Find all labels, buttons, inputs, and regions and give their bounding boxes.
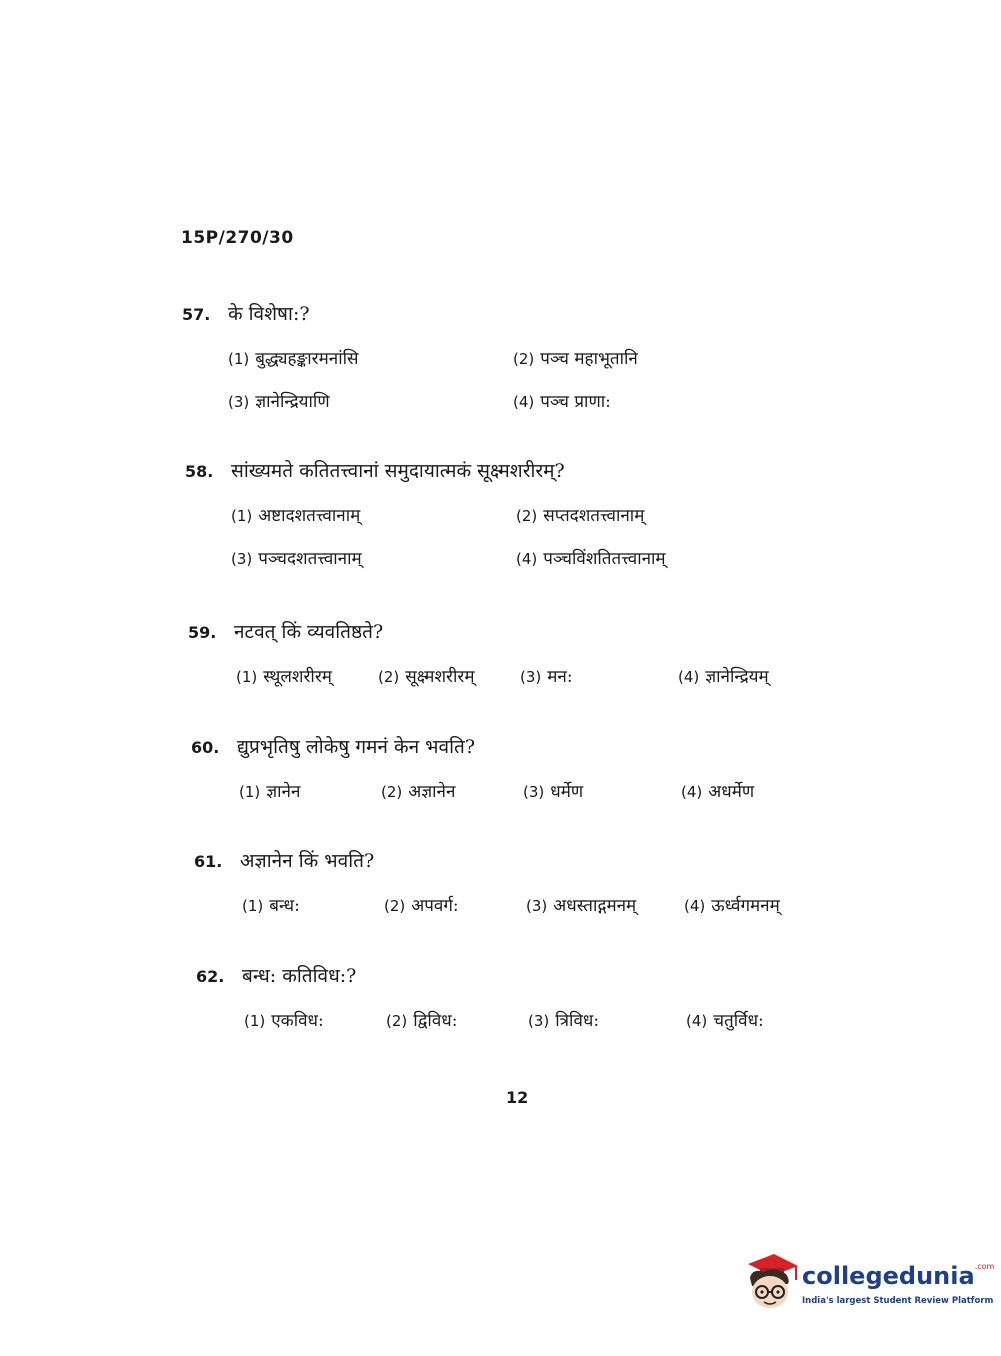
option-2: (2) सूक्ष्मशरीरम्	[378, 667, 475, 687]
question-number: 60.	[191, 738, 220, 757]
options	[236, 664, 828, 687]
collegedunia-watermark	[740, 1250, 995, 1320]
brand-domain-suffix: .com	[974, 1262, 995, 1271]
brand-tagline: India's largest Student Review Platform	[802, 1296, 994, 1306]
page-number: 12	[506, 1088, 529, 1107]
option-1: (1) एकविध:	[244, 1011, 324, 1031]
option-1: (1) बन्ध:	[242, 896, 300, 916]
question-text: नटवत् किं व्यवतिष्ठते?	[234, 621, 384, 643]
question-number: 58.	[185, 462, 214, 481]
option-1: (1) ज्ञानेन	[239, 782, 301, 802]
options	[228, 346, 822, 412]
option-4: (4) पञ्चविंशतितत्त्वानाम्	[516, 549, 666, 569]
option-3: (3) ज्ञानेन्द्रियाणि	[228, 392, 330, 412]
option-3: (3) त्रिविध:	[528, 1011, 600, 1031]
options	[239, 779, 831, 802]
brand-name: collegedunia$^{.com}$	[802, 1262, 995, 1290]
options	[244, 1008, 836, 1031]
option-3: (3) पञ्चदशतत्त्वानाम्	[231, 549, 362, 569]
option-1: (1) बुद्ध्यहङ्कारमनांसि	[228, 349, 359, 369]
option-3: (3) मन:	[520, 667, 573, 687]
paper-code: 15P/270/30	[181, 228, 294, 248]
question-text: बन्ध: कतिविध:?	[242, 965, 357, 987]
option-2: (2) अपवर्ग:	[384, 896, 459, 916]
option-4: (4) ऊर्ध्वगमनम्	[684, 896, 780, 916]
option-4: (4) ज्ञानेन्द्रियम्	[678, 667, 769, 687]
question-number: 57.	[182, 305, 211, 324]
question-number: 59.	[188, 623, 217, 642]
option-2: (2) अज्ञानेन	[381, 782, 456, 802]
question-text: अज्ञानेन किं भवति?	[240, 850, 375, 872]
option-1: (1) अष्टादशतत्त्वानाम्	[231, 506, 361, 526]
option-4: (4) अधर्मेण	[681, 782, 755, 802]
question-58	[185, 457, 825, 569]
option-4: (4) चतुर्विध:	[686, 1011, 764, 1031]
option-1: (1) स्थूलशरीरम्	[236, 667, 332, 687]
question-text: द्युप्रभृतिषु लोकेषु गमनं केन भवति?	[237, 736, 476, 758]
option-2: (2) द्विविध:	[386, 1011, 458, 1031]
question-text: सांख्यमते कतितत्त्वानां समुदायात्मकं सूक्ष्मशरीरम्?	[231, 460, 565, 482]
option-4: (4) पञ्च प्राणा:	[513, 392, 611, 412]
question-number: 62.	[196, 967, 225, 986]
options	[242, 893, 834, 916]
question-57	[182, 300, 822, 412]
option-2: (2) पञ्च महाभूतानि	[513, 349, 638, 369]
question-62	[196, 962, 836, 1031]
question-59	[188, 618, 828, 687]
question-61	[194, 847, 834, 916]
option-2: (2) सप्तदशतत्त्वानाम्	[516, 506, 645, 526]
mascot-logo-icon	[740, 1250, 800, 1312]
options	[231, 503, 825, 569]
option-3: (3) धर्मेण	[523, 782, 584, 802]
question-number: 61.	[194, 852, 223, 871]
option-3: (3) अधस्ताद्गमनम्	[526, 896, 637, 916]
question-text: के विशेषा:?	[228, 303, 310, 325]
question-60	[191, 733, 831, 802]
